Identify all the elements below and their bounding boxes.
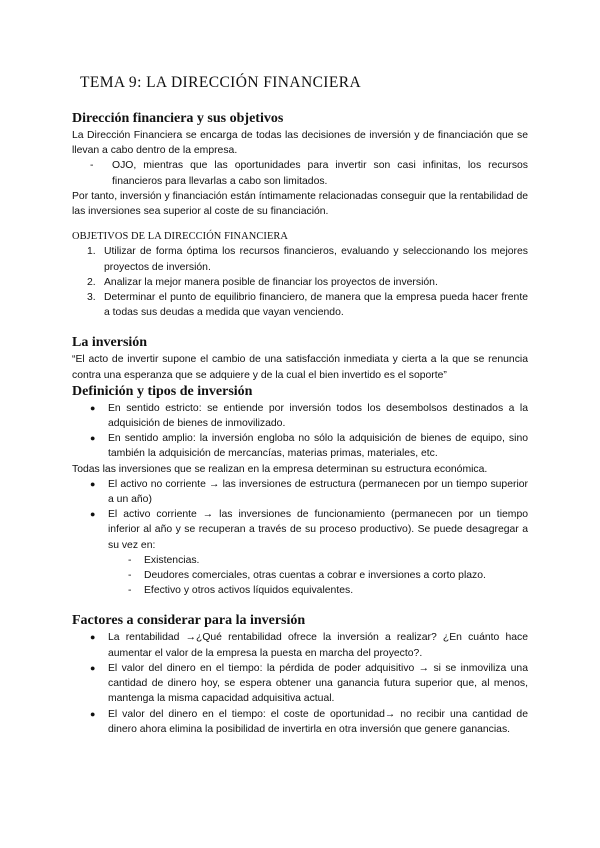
list-item: [72, 707, 528, 737]
paragraph: Por tanto, inversión y financiación están íntimamente relacionadas conseguir que la rentabilidad de las inversiones sea superior al coste de su financiación.: [72, 190, 528, 218]
list-item-text: En sentido amplio: la inversión engloba no sólo la adquisición de bienes de equipo, sino también la adquisición de mercancías, materias primas, materiales, etc.: [108, 433, 528, 460]
dash-marker: -: [128, 570, 132, 582]
quote-paragraph: “El acto de invertir supone el cambio de una satisfacción inmediata y cierta a la que se renuncia contra una esperanza que se adquiere y de la cual el bien invertido es el soporte”: [72, 354, 528, 381]
bullet-list-activos: [72, 477, 528, 553]
list-item: [72, 477, 528, 507]
bullet-marker: ●: [90, 708, 96, 719]
number-marker: 1.: [87, 246, 96, 258]
dash-marker: -: [128, 585, 132, 597]
list-item: [72, 431, 528, 461]
list-item: [72, 290, 528, 320]
list-item-text: El activo no corriente → las inversiones de estructura (permanecen por un tiempo superior a un año): [108, 478, 528, 506]
paragraph: Todas las inversiones que se realizan en la empresa determinan su estructura económica.: [72, 463, 488, 475]
list-item: [72, 401, 528, 431]
dash-marker: -: [128, 554, 132, 566]
section-heading-inversion: La inversión: [72, 335, 148, 351]
sub-list-item: [72, 553, 528, 568]
number-marker: 2.: [87, 276, 96, 288]
list-item-text: El valor del dinero en el tiempo: el coste de oportunidad→ no recibir una cantidad de dinero ahora elimina la posibilidad de invertirla en otra inversión que genere ganancias.: [108, 708, 528, 735]
sub-list-item: [72, 568, 528, 583]
bullet-marker: ●: [90, 402, 96, 413]
list-item-text: Determinar el punto de equilibrio financiero, de manera que la empresa pueda hacer frente a todas sus deudas a medida que vayan venciendo.: [104, 292, 528, 319]
sub-list-item: [72, 583, 528, 598]
list-item-text: El activo corriente → las inversiones de funcionamiento (permanecen por un tiempo inferior al año y se recuperan a través de su proceso productivo). Se puede desagregar a su vez en:: [108, 509, 528, 551]
list-item-text: Deudores comerciales, otras cuentas a cobrar e inversiones a corto plazo.: [144, 570, 486, 582]
bullet-marker: ●: [90, 662, 96, 673]
list-item: [72, 244, 528, 274]
list-item-text: OJO, mientras que las oportunidades para invertir son casi infinitas, los recursos financieros para llevarlas a cabo son limitados.: [112, 160, 528, 187]
list-item-text: Analizar la mejor manera posible de financiar los proyectos de inversión.: [104, 276, 438, 288]
bullet-marker: ●: [90, 632, 96, 643]
subheading-objetivos: OBJETIVOS DE LA DIRECCIÓN FINANCIERA: [72, 231, 289, 243]
list-item-text: La rentabilidad →¿Qué rentabilidad ofrece la inversión a realizar? ¿En cuánto hace aumentar el valor de la empresa la puesta en marcha del proyecto?.: [108, 632, 528, 659]
section-heading-direccion: Dirección financiera y sus objetivos: [72, 111, 284, 126]
dash-marker: -: [90, 160, 94, 172]
document-body: [72, 110, 528, 737]
bullet-list-definitions: [72, 401, 528, 462]
bullet-list-factores: [72, 630, 528, 736]
bullet-marker: ●: [90, 478, 96, 489]
list-item-text: Efectivo y otros activos líquidos equivalentes.: [144, 585, 354, 597]
list-item: [72, 275, 528, 290]
bullet-marker: ●: [90, 433, 96, 444]
list-item: [72, 630, 528, 660]
list-item-text: El valor del dinero en el tiempo: la pérdida de poder adquisitivo → si se inmoviliza una cantidad de dinero hoy, se espera obtener una ganancia futura superior que, al menos, mantenga la misma capacidad adquisitiva actual.: [108, 662, 528, 705]
sub-list: [72, 553, 528, 599]
paragraph: La Dirección Financiera se encarga de todas las decisiones de inversión y de financiación que se llevan a cabo dentro de la empresa.: [72, 130, 528, 157]
objectives-list: [72, 244, 528, 320]
number-marker: 3.: [87, 292, 96, 304]
dash-list-item: [72, 158, 528, 188]
list-item: [72, 507, 528, 553]
section-heading-definicion: Definición y tipos de inversión: [72, 383, 253, 399]
page-title: TEMA 9: LA DIRECCIÓN FINANCIERA: [80, 74, 362, 91]
list-item-text: Utilizar de forma óptima los recursos financieros, evaluando y seleccionando los mejores proyectos de inversión.: [104, 246, 528, 273]
list-item-text: Existencias.: [144, 554, 200, 566]
list-item-text: En sentido estricto: se entiende por inversión todos los desembolsos destinados a la adquisición de bienes de inmovilizado.: [108, 402, 528, 430]
list-item: [72, 661, 528, 707]
section-heading-factores: Factores a considerar para la inversión: [72, 613, 306, 629]
bullet-marker: ●: [90, 509, 96, 520]
